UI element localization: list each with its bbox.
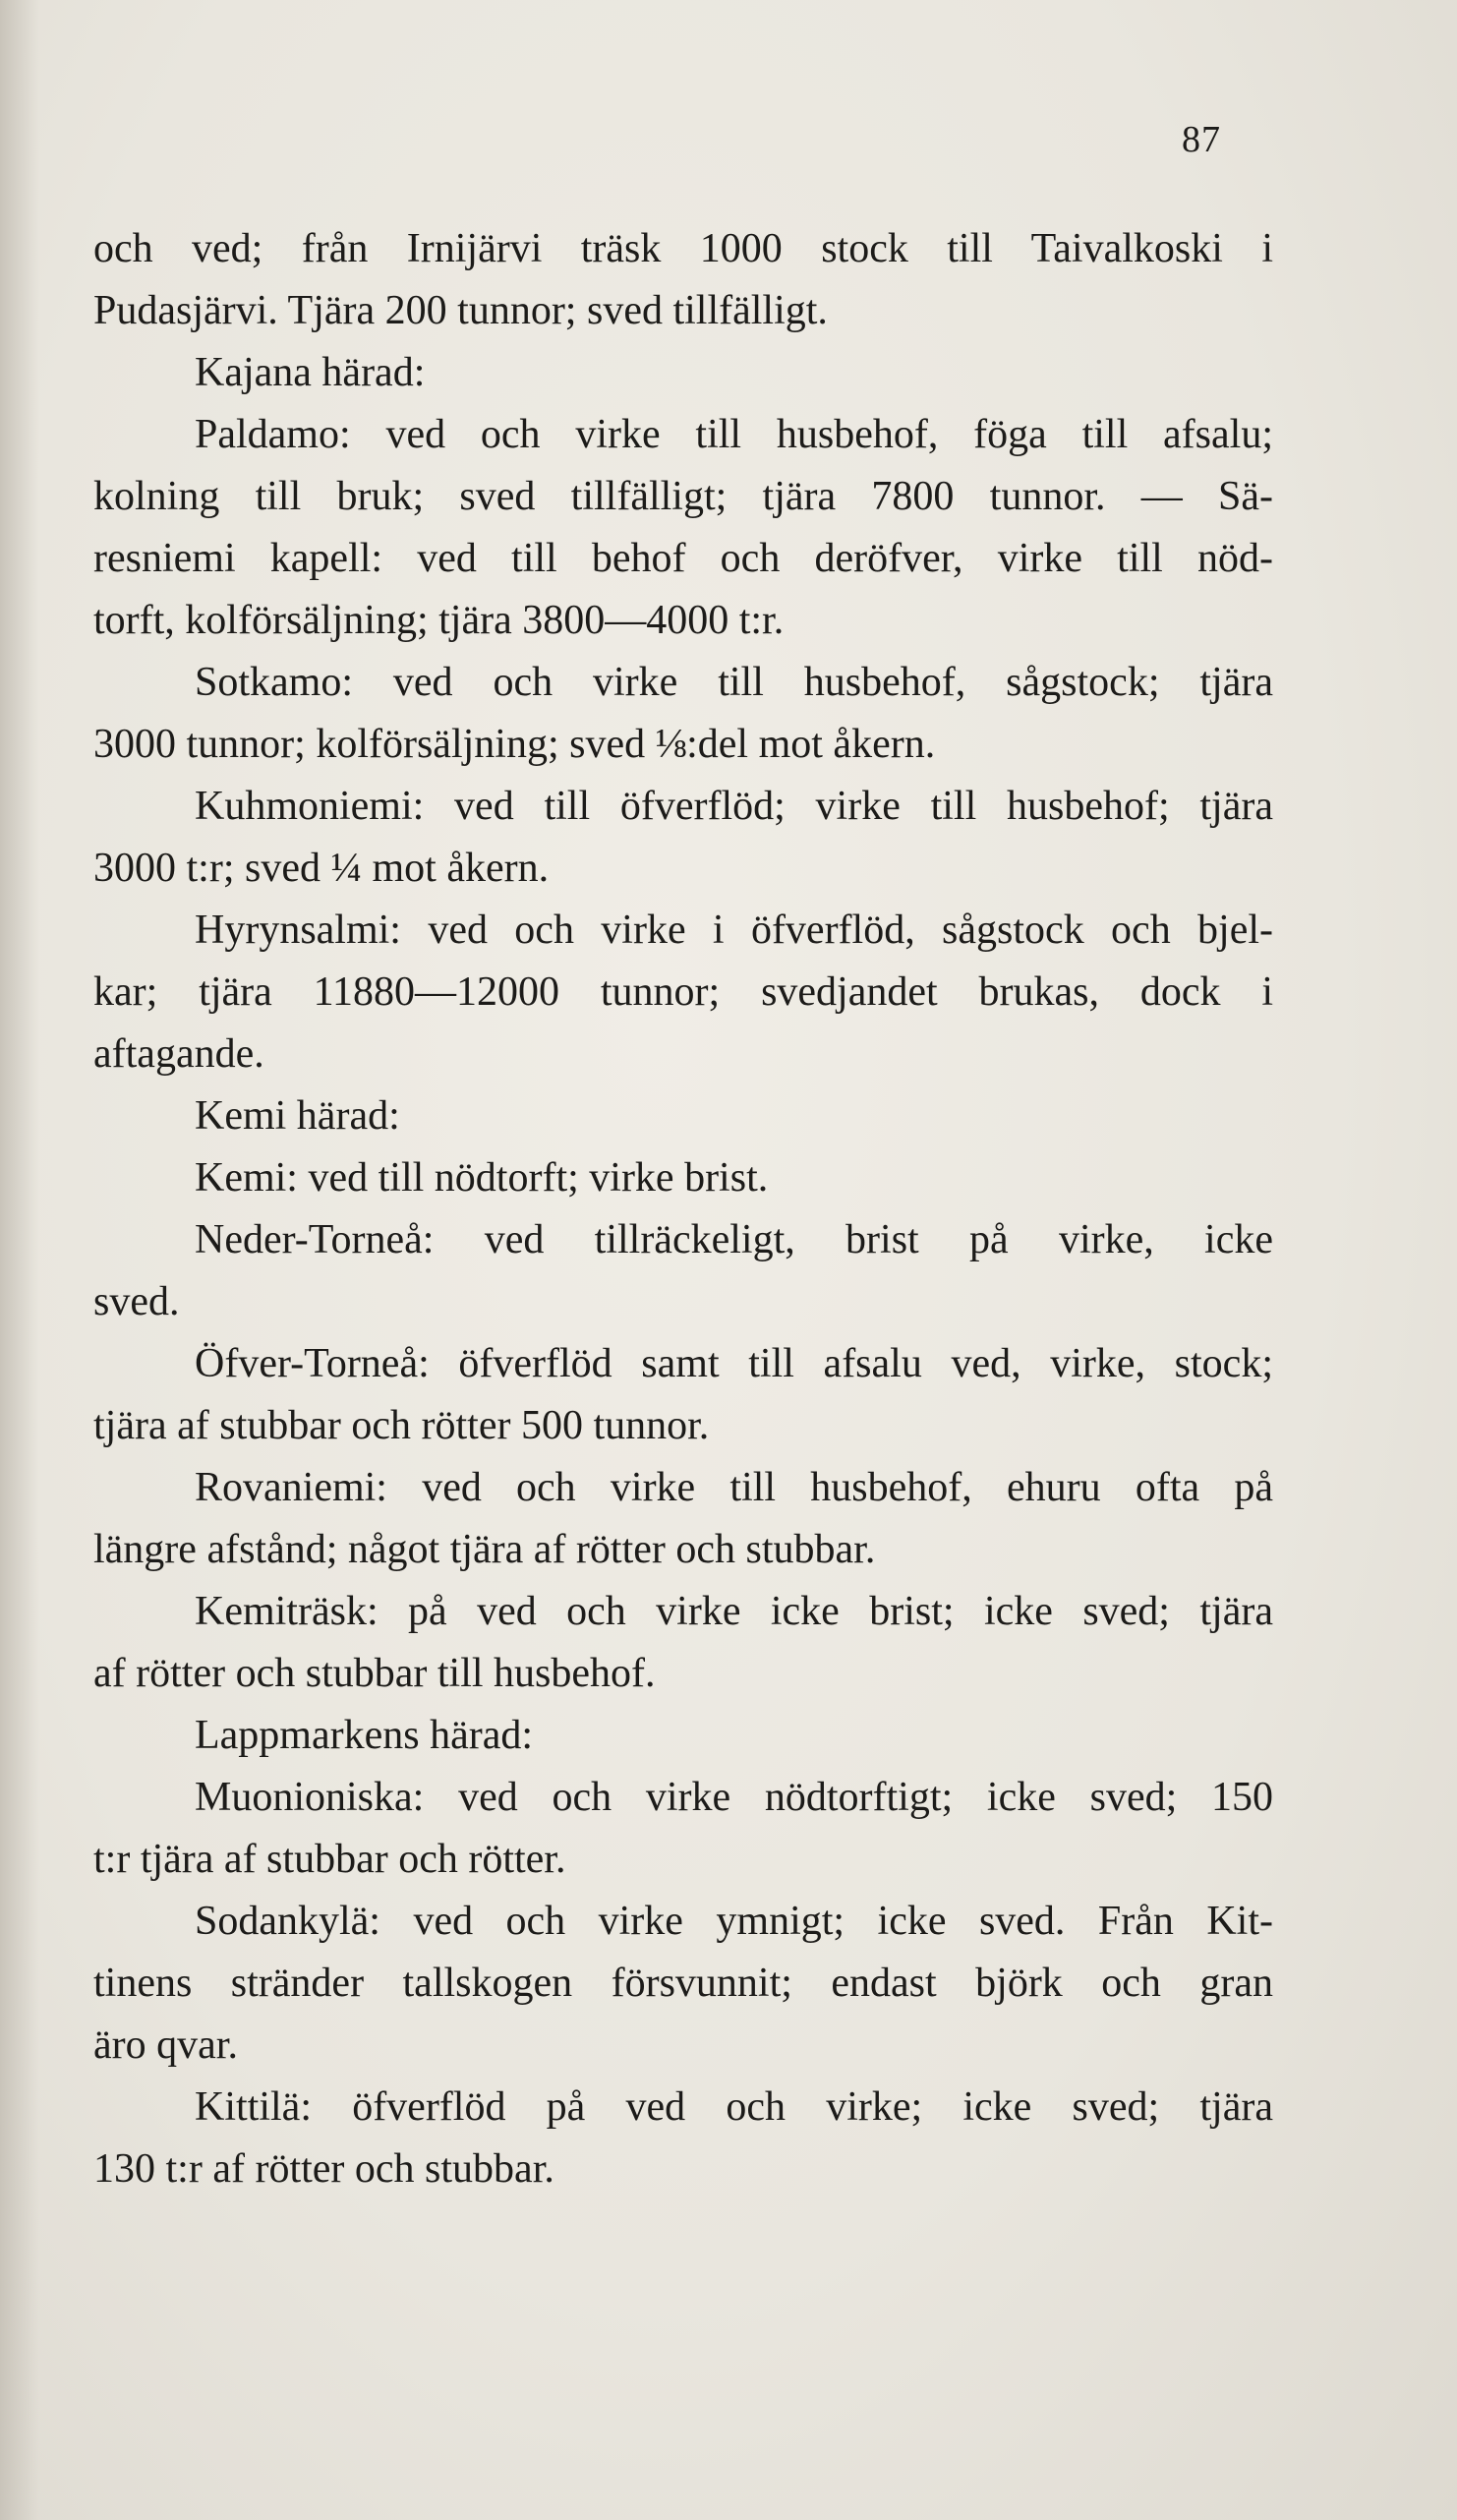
text-line: Muonioniska: ved och virke nödtorftigt; icke sved; 150 xyxy=(195,1775,1273,1820)
text-line: tjära af stubbar och rötter 500 tunnor. xyxy=(93,1403,710,1448)
text-line: Kuhmoniemi: ved till öfverflöd; virke till husbehof; tjära xyxy=(195,784,1273,829)
text-line: aftagande. xyxy=(93,1031,264,1077)
text-line: 3000 t:r; sved ¼ mot åkern. xyxy=(93,846,550,891)
text-line: kar; tjära 11880—12000 tunnor; svedjandet brukas, dock i xyxy=(93,969,1273,1015)
text-line: torft, kolförsäljning; tjära 3800—4000 t:r. xyxy=(93,598,785,643)
text-line: Neder-Torneå: ved tillräckeligt, brist på virke, icke xyxy=(195,1217,1273,1262)
section-heading: Lappmarkens härad: xyxy=(195,1713,534,1758)
text-line: resniemi kapell: ved till behof och deröfver, virke till nöd- xyxy=(93,536,1273,581)
page-number: 87 xyxy=(1182,119,1221,160)
text-line: Kemiträsk: på ved och virke icke brist; icke sved; tjära xyxy=(195,1589,1273,1634)
text-line: 130 t:r af rötter och stubbar. xyxy=(93,2146,554,2192)
text-line: Rovaniemi: ved och virke till husbehof, ehuru ofta på xyxy=(195,1465,1273,1510)
text-line: Sotkamo: ved och virke till husbehof, sågstock; tjära xyxy=(195,660,1273,705)
text-line: Kittilä: öfverflöd på ved och virke; icke sved; tjära xyxy=(195,2084,1273,2130)
text-line: kolning till bruk; sved tillfälligt; tjära 7800 tunnor. — Sä- xyxy=(93,474,1273,519)
text-line: Sodankylä: ved och virke ymnigt; icke sved. Från Kit- xyxy=(195,1899,1273,1944)
page-edge-shadow xyxy=(0,0,39,2520)
text-line: Pudasjärvi. Tjära 200 tunnor; sved tillfälligt. xyxy=(93,288,828,333)
section-heading: Kajana härad: xyxy=(195,350,426,395)
body-text xyxy=(93,218,1273,2200)
text-line: och ved; från Irnijärvi träsk 1000 stock till Taivalkoski i xyxy=(93,226,1273,271)
text-line: äro qvar. xyxy=(93,2022,238,2068)
text-line: sved. xyxy=(93,1279,180,1324)
text-line: Kemi: ved till nödtorft; virke brist. xyxy=(195,1155,769,1201)
text-line: Hyrynsalmi: ved och virke i öfverflöd, sågstock och bjel- xyxy=(195,908,1273,953)
text-line: Paldamo: ved och virke till husbehof, föga till afsalu; xyxy=(195,412,1273,457)
text-line: af rötter och stubbar till husbehof. xyxy=(93,1651,656,1696)
text-line: Öfver-Torneå: öfverflöd samt till afsalu ved, virke, stock; xyxy=(195,1341,1273,1386)
text-line: 3000 tunnor; kolförsäljning; sved ⅛:del mot åkern. xyxy=(93,722,936,767)
section-heading: Kemi härad: xyxy=(195,1093,400,1139)
text-line: längre afstånd; något tjära af rötter och stubbar. xyxy=(93,1527,876,1572)
text-line: t:r tjära af stubbar och rötter. xyxy=(93,1837,566,1882)
text-line: tinens stränder tallskogen försvunnit; endast björk och gran xyxy=(93,1961,1273,2006)
